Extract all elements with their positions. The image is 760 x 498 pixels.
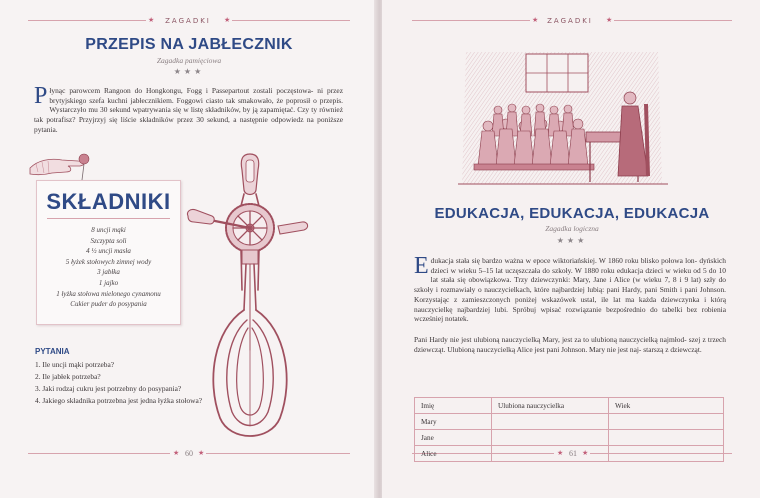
footer-star-icon: ★ [582,449,589,457]
ingredient-item: 5 łyżek stołowych zimnej wody [65,257,152,266]
name-cell: Mary [415,414,492,430]
question-item: 4. Jakiego składnika potrzebna jest jedna łyżka stołowa? [35,396,203,405]
intro-line: ni przez brytyjskiego szefa kuchni jabłecznikiem. Foggowi ciasto tak smakowało, że [49,86,343,105]
table-row [415,430,724,446]
question-item: 2. Ile jabłek potrzeba? [35,372,101,381]
body-line: w wieku od 5 do 10 lat stała się obowiązkowa. Trzy dziewczynki: Mary, Jane i Alice (w wieku [430,265,726,285]
teacher-answer-cell[interactable] [492,446,609,462]
ingredient-item: 1 jajko [98,278,119,287]
hand-pin-illustration [28,148,98,184]
header-star-icon: ★ [532,16,539,24]
intro-paragraph [34,83,343,135]
left-page [0,0,378,498]
name-cell: Jane [415,430,492,446]
egg-beater-illustration [184,150,314,450]
ingredient-item: 3 jabłka [97,268,120,277]
header-star-icon: ★ [148,16,155,24]
intro-line: zapamiętać. Czy ty również tak potrafisz? Przyjrzyj się liście składników przez 30 sekund, [34,105,343,125]
classroom-engraving [458,44,668,194]
column-header: Wiek [609,398,724,414]
clue-line: starszą z dziewcząt. [643,344,702,354]
difficulty-stars: ★★★ [556,236,588,245]
solution-table [414,397,724,462]
page-title: PRZEPIS NA JABŁECZNIK [85,36,293,53]
ingredient-item: 8 uncji mąki [91,226,126,234]
column-header: Ulubiona nauczycielka [492,398,609,414]
questions-heading: PYTANIA [35,347,70,356]
header-rule-right [614,20,732,21]
running-head: ZAGADKI [165,17,211,25]
footer-rule-right [206,453,350,454]
name-cell: Alice [415,446,492,462]
footer-star-icon: ★ [198,449,205,457]
body-paragraph [414,253,726,324]
page-number: 60 [185,449,193,458]
header-star-icon: ★ [224,16,231,24]
table-row [415,414,724,430]
body-line: pani Smith i pani Johnson. Korzystając z zamieszczonych poniżej wskazówek ustal, ile lat [414,285,726,304]
ingredients-divider [47,218,170,219]
question-item: 3. Jaki rodzaj cukru jest potrzebny do posypania? [35,384,182,393]
ingredient-item: 1 łyżka stołowa mielonego cynamonu [56,289,161,298]
body-line: ma każda dziewczynka i którą nauczycielkę najbardziej lubi. Spróbuj wpisać rozwiązanie [414,294,726,314]
teacher-answer-cell[interactable] [492,430,609,446]
intro-line: a następnie odpowiedz na poniższe pytania. [34,115,343,134]
body-line: dukacja stała się bardzo ważna w epoce wiktoriańskiej. W 1860 roku blisko połowa lon- [430,256,698,265]
drop-cap: E [414,253,429,279]
header-rule-right [232,20,350,21]
header-rule-left [412,20,530,21]
body-line: dyńskich dzieci w wieku 5–15 lat uczęszczała do szkoły. W 1880 roku edukacja dzieci [430,256,726,275]
table-row [415,446,724,462]
page-subtitle: Zagadka logiczna [545,224,599,233]
footer-rule-left [28,453,170,454]
page-subtitle: Zagadka pamięciowa [156,56,222,65]
ingredient-item: Cukier puder do posypania [70,300,147,309]
ingredient-item: Szczypta soli [90,236,127,245]
header-rule-left [28,20,146,21]
header-star-icon: ★ [606,16,613,24]
column-header: Imię [415,398,492,414]
clues-paragraph [414,335,726,354]
ingredient-item: 4 ½ uncji masła [86,247,131,256]
intro-line: poprosił o przepis. Wystarczyło mu 30 sekund wpatrywania się w listę składników, by ją [49,95,343,115]
teacher-answer-cell[interactable] [492,414,609,430]
age-answer-cell[interactable] [609,414,724,430]
clue-line: Pani Hardy nie jest ulubioną nauczycielką Mary, jest za to ulubioną nauczycielką najmłod- [414,335,687,344]
difficulty-stars: ★★★ [173,67,205,76]
ingredients-list [37,225,180,310]
drop-cap: P [34,83,48,109]
age-answer-cell[interactable] [609,446,724,462]
footer-star-icon: ★ [173,449,180,457]
body-line: 7, 8 i 9 lat) szły do szkoły i rozmawiały o nauczycielkach, które najbardziej lubią: pani Hardy, [414,275,726,295]
page-number: 61 [569,449,577,458]
table-header-row [415,398,724,414]
clue-line: szej z trzech dziewcząt. Ulubioną nauczycielką Alice jest pani Johnson. Mary nie jest naj- [414,335,726,354]
question-item: 1. Ile uncji mąki potrzeba? [35,360,115,369]
footer-star-icon: ★ [557,449,564,457]
age-answer-cell[interactable] [609,430,724,446]
questions-list [35,359,202,407]
ingredients-title: SKŁADNIKI [46,189,171,214]
page-title: EDUKACJA, EDUKACJA, EDUKACJA [434,205,710,222]
body-line: bezpośrednio do tabelki bez robienia wcześniej notatek. [414,304,726,324]
running-head: ZAGADKI [547,17,593,25]
intro-line: łynąc parowcem Rangoon do Hongkongu, Fogg i Passepartout zostali poczęstowa- [49,86,314,95]
ingredients-card [36,180,181,325]
